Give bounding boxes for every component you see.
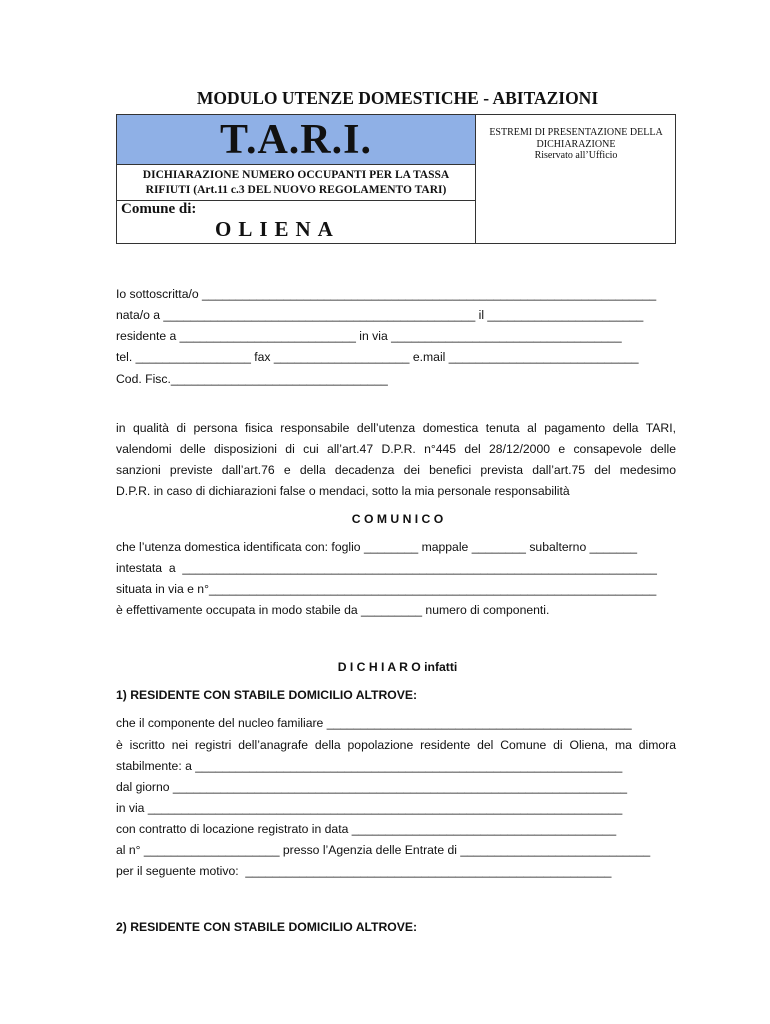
tari-cell bbox=[117, 115, 476, 165]
declaration-line-1: DICHIARAZIONE NUMERO OCCUPANTI PER LA TASSA bbox=[142, 169, 450, 181]
field-componente[interactable]: che il componente del nucleo familiare _____________________________________________ bbox=[116, 716, 632, 730]
comune-name: OLIENA bbox=[215, 217, 340, 241]
intro-line-3: sanzioni previste dall’art.76 e della decadenza dei benefici prevista dall’art.75 del medesimo bbox=[116, 463, 676, 477]
field-in-via[interactable]: in via ______________________________________________________________________ bbox=[116, 801, 623, 815]
comune-cell bbox=[117, 201, 476, 243]
field-residente[interactable]: residente a __________________________ in via __________________________________ bbox=[116, 329, 622, 343]
field-situata[interactable]: situata in via e n°__________________________________________________________________ bbox=[116, 582, 657, 596]
header-box bbox=[116, 114, 676, 244]
section-1-heading: 1) RESIDENTE CON STABILE DOMICILIO ALTROVE: bbox=[116, 688, 418, 702]
intro-line-2: valendomi delle disposizioni di cui all’art.47 D.P.R. n°445 del 28/12/2000 e consapevole delle bbox=[116, 442, 676, 456]
estremi-line-2: DICHIARAZIONE bbox=[536, 138, 616, 150]
comune-label: Comune di: bbox=[121, 201, 197, 217]
section-1-text: è iscritto nei registri dell’anagrafe della popolazione residente del Comune di Oliena, ma dimora bbox=[116, 738, 676, 752]
declaration-subtitle bbox=[117, 165, 476, 201]
field-stabilmente[interactable]: stabilmente: a _______________________________________________________________ bbox=[116, 759, 623, 773]
dichiaro-heading bbox=[0, 660, 770, 674]
field-motivo[interactable]: per il seguente motivo: ______________________________________________________ bbox=[116, 864, 612, 878]
intro-line-4: D.P.R. in caso di dichiarazioni false o mendaci, sotto la mia personale responsabilità bbox=[116, 484, 570, 498]
section-2-heading: 2) RESIDENTE CON STABILE DOMICILIO ALTROVE: bbox=[116, 920, 418, 934]
field-foglio-mappale[interactable]: che l’utenza domestica identificata con: foglio ________ mappale ________ subalterno _______ bbox=[116, 540, 638, 554]
tari-title: T.A.R.I. bbox=[220, 117, 372, 163]
estremi-line-3: Riservato all’Ufficio bbox=[534, 150, 618, 161]
estremi-line-1: ESTREMI DI PRESENTAZIONE DELLA bbox=[489, 127, 663, 138]
field-sottoscritto[interactable]: Io sottoscritta/o ___________________________________________________________________ bbox=[116, 287, 657, 301]
field-componenti[interactable]: è effettivamente occupata in modo stabile da _________ numero di componenti. bbox=[116, 603, 550, 617]
field-dal-giorno[interactable]: dal giorno ___________________________________________________________________ bbox=[116, 780, 628, 794]
field-contratto-data[interactable]: con contratto di locazione registrato in data _______________________________________ bbox=[116, 822, 617, 836]
declaration-line-2: RIFIUTI (Art.11 c.3 DEL NUOVO REGOLAMENTO TARI) bbox=[145, 184, 447, 196]
document-title: MODULO UTENZE DOMESTICHE - ABITAZIONI bbox=[196, 88, 599, 108]
dichiaro-label: D I C H I A R O bbox=[337, 660, 421, 674]
field-nato-a[interactable]: nata/o a ______________________________________________ il _______________________ bbox=[116, 308, 644, 322]
field-registrazione[interactable]: al n° ____________________ presso l’Agenzia delle Entrate di ____________________________ bbox=[116, 843, 651, 857]
field-contatti[interactable]: tel. _________________ fax ____________________ e.mail ____________________________ bbox=[116, 350, 639, 364]
estremi-presentazione bbox=[476, 115, 676, 162]
field-intestata[interactable]: intestata a ______________________________________________________________________ bbox=[116, 561, 657, 575]
field-codice-fiscale[interactable]: Cod. Fisc.________________________________ bbox=[116, 372, 388, 386]
intro-line-1: in qualità di persona fisica responsabile dell’utenza domestica tenuta al pagamento della TARI, bbox=[116, 421, 676, 435]
comunico-heading: C O M U N I C O bbox=[351, 512, 444, 526]
dichiaro-suffix: infatti bbox=[424, 660, 458, 674]
